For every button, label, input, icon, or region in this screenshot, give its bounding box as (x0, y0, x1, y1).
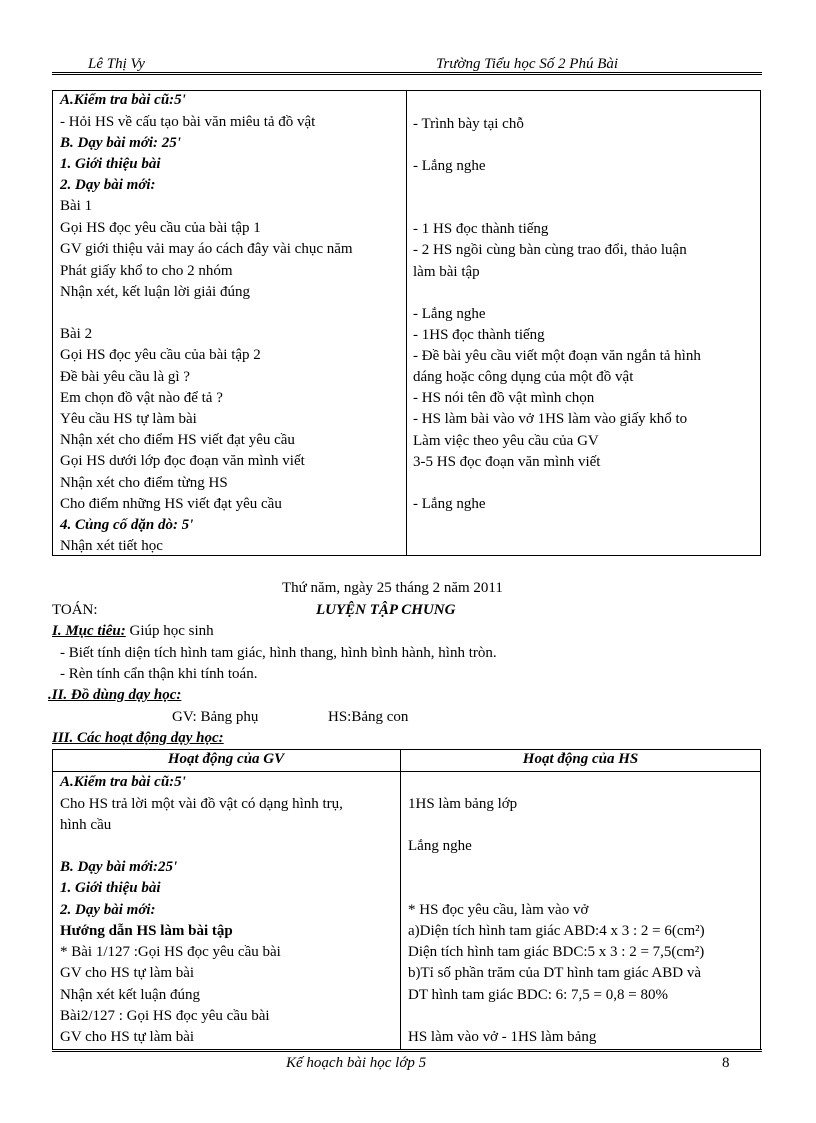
t1-r-13: dáng hoặc công dụng của một đồ vật (413, 369, 634, 385)
t2-l-7: Hướng dẫn HS làm bài tập (60, 923, 233, 939)
t1-r-1: - Trình bày tại chỗ (413, 116, 524, 132)
t1-r-14: - HS nói tên đồ vật mình chọn (413, 390, 595, 406)
t1-l-16: Nhận xét cho điểm HS viết đạt yêu cầu (60, 432, 295, 448)
header-rule (52, 72, 762, 75)
activities-label: III. Các hoạt động dạy học: (52, 730, 224, 746)
t1-l-19: Cho điểm những HS viết đạt yêu cầu (60, 496, 282, 512)
t1-l-15: Yêu cầu HS tự làm bài (60, 411, 197, 427)
tools-hs: HS:Bảng con (328, 709, 409, 725)
t2-l-5: 1. Giới thiệu bài (60, 880, 161, 896)
t1-l-8: Phát giấy khổ to cho 2 nhóm (60, 263, 233, 279)
goal-2: - Rèn tính cẩn thận khi tính toán. (60, 666, 258, 682)
t1-l-12: Gọi HS đọc yêu cầu của bài tập 2 (60, 347, 261, 363)
t1-l-13: Đề bài yêu cầu là gì ? (60, 369, 190, 385)
t2-r-7: a)Diện tích hình tam giác ABD:4 x 3 : 2 = 6(cm²) (408, 923, 705, 939)
t1-l-14: Em chọn đồ vật nào để tả ? (60, 390, 223, 406)
t2-head-left: Hoạt động của GV (167, 751, 285, 767)
t1-l-9: Nhận xét, kết luận lời giải đúng (60, 284, 250, 300)
t1-l-5: Bài 1 (60, 198, 93, 214)
activity-table-2-divider (400, 749, 401, 1049)
t1-r-3: - Lắng nghe (413, 158, 486, 174)
t2-r-8: Diện tích hình tam giác BDC:5 x 3 : 2 = 7,5(cm²) (408, 944, 705, 960)
t2-l-6: 2. Dạy bài mới: (60, 902, 156, 918)
t1-r-7: - 2 HS ngồi cùng bàn cùng trao đổi, thảo luận (413, 242, 687, 258)
lesson-subject: TOÁN: (52, 602, 98, 618)
tools-gv: GV: Bảng phụ (172, 709, 259, 725)
t2-l-8: * Bài 1/127 :Gọi HS đọc yêu cầu bài (60, 944, 281, 960)
t1-r-19: - Lắng nghe (413, 496, 486, 512)
t2-r-3: Lắng nghe (408, 838, 472, 854)
t1-l-0: A.Kiểm tra bài cũ:5' (60, 92, 186, 108)
t2-l-0: A.Kiểm tra bài cũ:5' (60, 774, 186, 790)
footer-center: Kế hoạch bài học lớp 5 (286, 1055, 427, 1071)
t1-l-7: GV giới thiệu vải may áo cách đây vài chục năm (60, 241, 353, 257)
t2-l-10: Nhận xét kết luận đúng (60, 987, 200, 1003)
t1-r-16: Làm việc theo yêu cầu của GV (413, 433, 599, 449)
t2-r-1: 1HS làm bảng lớp (408, 796, 518, 812)
t1-r-12: - Đề bài yêu cầu viết một đoạn văn ngắn tả hình (413, 348, 701, 364)
t2-l-11: Bài2/127 : Gọi HS đọc yêu cầu bài (60, 1008, 270, 1024)
goal-label: I. Mục tiêu: (52, 623, 126, 639)
t1-l-18: Nhận xét cho điểm từng HS (60, 475, 228, 491)
t1-l-17: Gọi HS dưới lớp đọc đoạn văn mình viết (60, 453, 305, 469)
t1-r-17: 3-5 HS đọc đoạn văn mình viết (413, 454, 601, 470)
t2-head-right: Hoạt động của HS (522, 751, 639, 767)
tools-label: .II. Đồ dùng dạy học: (48, 687, 182, 703)
header-right: Trường Tiểu học Số 2 Phú Bài (436, 56, 619, 72)
goal-text: Giúp học sinh (125, 623, 214, 639)
lesson-title: LUYỆN TẬP CHUNG (316, 602, 456, 618)
t1-r-8: làm bài tập (413, 264, 480, 280)
t2-l-4: B. Dạy bài mới:25' (60, 859, 178, 875)
t1-r-11: - 1HS đọc thành tiếng (413, 327, 545, 343)
t1-l-11: Bài 2 (60, 326, 93, 342)
footer-page-number: 8 (722, 1055, 730, 1071)
goal-1: - Biết tính diện tích hình tam giác, hình thang, hình bình hành, hình tròn. (60, 645, 497, 661)
activity-table-1-divider (406, 90, 407, 556)
t2-r-12: HS làm vào vở - 1HS làm bảng (408, 1029, 597, 1045)
t1-l-2: B. Dạy bài mới: 25' (60, 135, 181, 151)
t2-l-1: Cho HS trả lời một vài đồ vật có dạng hình trụ, (60, 796, 343, 812)
t2-r-10: DT hình tam giác BDC: 6: 7,5 = 0,8 = 80% (408, 987, 668, 1003)
lesson-date: Thứ năm, ngày 25 tháng 2 năm 2011 (282, 580, 503, 596)
t1-r-6: - 1 HS đọc thành tiếng (413, 221, 549, 237)
t2-l-9: GV cho HS tự làm bài (60, 965, 195, 981)
t1-l-6: Gọi HS đọc yêu cầu của bài tập 1 (60, 220, 261, 236)
t2-l-2: hình cầu (60, 817, 112, 833)
t1-l-20: 4. Củng cố dặn dò: 5' (60, 517, 194, 533)
footer-rule (52, 1049, 762, 1052)
t1-r-10: - Lắng nghe (413, 306, 486, 322)
t2-r-6: * HS đọc yêu cầu, làm vào vở (408, 902, 589, 918)
t1-l-4: 2. Dạy bài mới: (60, 177, 156, 193)
t2-l-12: GV cho HS tự làm bài (60, 1029, 195, 1045)
t1-l-21: Nhận xét tiết học (60, 538, 163, 554)
t1-l-1: - Hỏi HS về cấu tạo bài văn miêu tả đồ vật (60, 114, 316, 130)
t1-r-15: - HS làm bài vào vở 1HS làm vào giấy khổ to (413, 411, 688, 427)
t2-r-9: b)Tỉ số phần trăm của DT hình tam giác ABD và (408, 965, 701, 981)
t1-l-3: 1. Giới thiệu bài (60, 156, 161, 172)
goal-row (52, 623, 214, 640)
header-left: Lê Thị Vy (88, 56, 145, 72)
